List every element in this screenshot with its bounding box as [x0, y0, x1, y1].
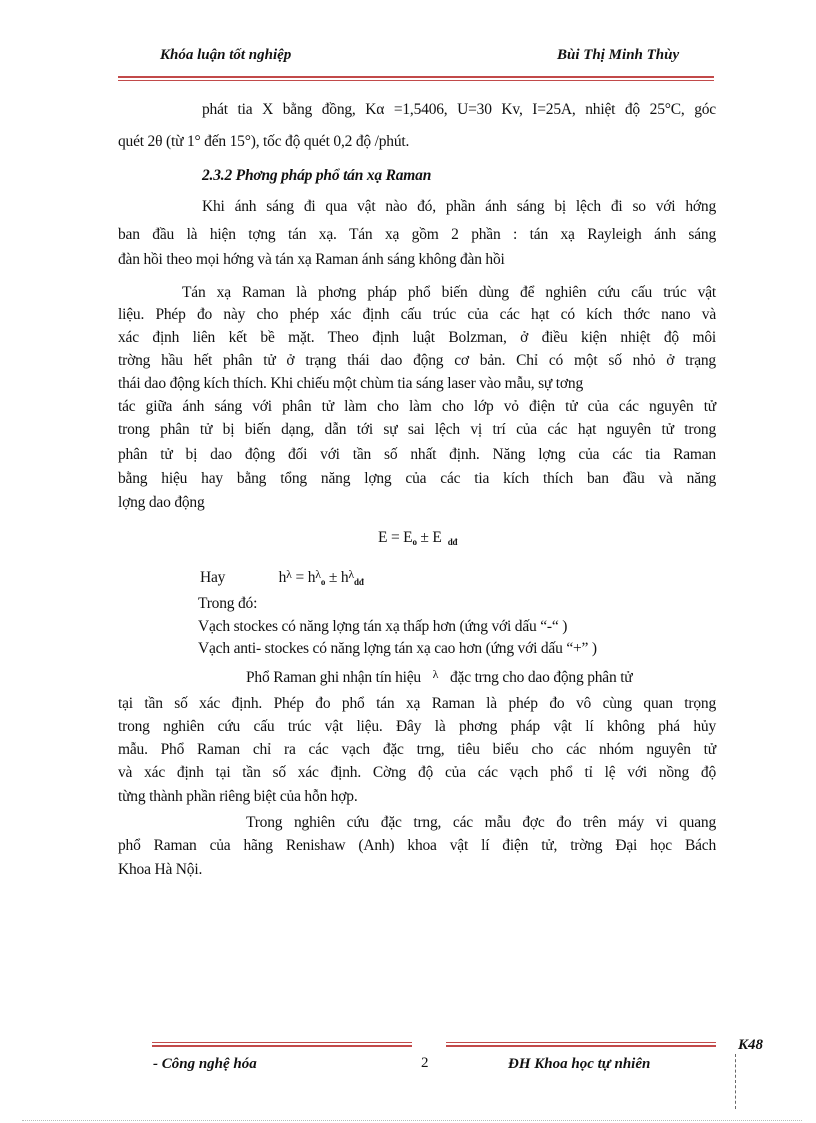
body-line: lợng dao động: [118, 494, 205, 511]
body-line: quét 2θ (từ 1° đến 15°), tốc độ quét 0,2 độ /phút.: [118, 133, 410, 150]
header-right: Bùi Thị Minh Thùy: [557, 47, 680, 63]
body-line: phân tử bị dao động đối với tần số nhất định. Năng lợng của các tia Raman: [118, 446, 716, 463]
body-line: trờng hầu hết phân tử ở trạng thái dao động cơ bản. Chỉ có một số nhỏ ở trạng: [118, 352, 716, 369]
footer-divider: [735, 1054, 737, 1109]
formula-subscript: o: [412, 537, 417, 547]
body-text-segment: đặc trng cho dao động phân tử: [449, 669, 633, 686]
body-line: và xác định tại tần số xác định. Cờng độ của các vạch phổ tỉ lệ với nồng độ: [118, 764, 716, 781]
formula-h: h: [278, 569, 287, 586]
body-line: Trong đó:: [198, 595, 258, 612]
lambda-symbol: λ: [348, 567, 355, 581]
wavelength-formula: [200, 567, 364, 587]
formula-subscript: o: [320, 577, 326, 587]
body-line: thái dao động kích thích. Khi chiếu một chùm tia sáng laser vào mẫu, sự tơng: [118, 375, 584, 392]
body-line: đàn hồi theo mọi hớng và tán xạ Raman ánh sáng không đàn hồi: [118, 251, 505, 268]
page-number: 2: [421, 1055, 429, 1071]
page-bottom-edge: [22, 1120, 802, 1121]
formula-mid: ± E: [416, 529, 442, 546]
body-line: Trong nghiên cứu đặc trng, các mẫu đợc đo trên máy vi quang: [246, 814, 716, 831]
header-rule: [118, 76, 714, 81]
lambda-symbol: λ: [432, 667, 439, 681]
lambda-symbol: λ: [286, 567, 292, 581]
body-line: mẫu. Phổ Raman chỉ ra các vạch đặc trng, tiêu biểu cho các nhóm nguyên tử: [118, 741, 716, 758]
body-text-segment: Phổ Raman ghi nhận tín hiệu: [246, 669, 421, 686]
formula-eq: = h: [291, 569, 316, 586]
body-line: [246, 667, 633, 687]
footer-right: ĐH Khoa học tự nhiên: [508, 1056, 651, 1072]
body-line: từng thành phần riêng biệt của hỗn hợp.: [118, 788, 358, 805]
body-line: tại tần số xác định. Phép đo phổ tán xạ Raman là phép đo vô cùng quan trọng: [118, 695, 716, 712]
body-line: Vạch anti- stockes có năng lợng tán xạ cao hơn (ứng với dấu “+” ): [198, 640, 597, 657]
footer-rule-left: [152, 1042, 412, 1047]
body-line: bằng hiệu hay bằng tổng năng lợng của các tia kích thích ban đầu và năng: [118, 470, 716, 487]
body-line: tác giữa ánh sáng với phân tử làm cho làm cho lớp vỏ điện tử của các nguyên tử: [118, 398, 716, 415]
section-heading: 2.3.2 Phơng pháp phổ tán xạ Raman: [202, 167, 432, 184]
energy-formula: [378, 529, 457, 547]
body-line: phổ Raman của hãng Renishaw (Anh) khoa vật lí điện tử, trờng Đại học Bách: [118, 837, 716, 854]
body-line: xác định liên kết bề mặt. Theo định luật Bolzman, ở điều kiện nhiệt độ môi: [118, 329, 716, 346]
formula-subscript: dđ: [447, 537, 458, 547]
body-line: ban đầu là hiện tợng tán xạ. Tán xạ gồm 2 phần : tán xạ Rayleigh ánh sáng: [118, 226, 716, 243]
footer-rule-right: [446, 1042, 716, 1047]
header-left: Khóa luận tốt nghiệp: [160, 47, 292, 63]
footer-class-code: K48: [738, 1037, 764, 1053]
body-line: trong nghiên cứu cấu trúc vật liệu. Đây là phơng pháp vật lí không phá hủy: [118, 718, 716, 735]
body-line: liệu. Phép đo này cho phép xác định cấu trúc của các hạt có kích thớc nano và: [118, 306, 716, 323]
formula-pm: ± h: [325, 569, 349, 586]
body-line: Vạch stockes có năng lợng tán xạ thấp hơn (ứng với dấu “-“ ): [198, 618, 568, 635]
formula-lhs: E = E: [378, 529, 413, 546]
body-line: trong phân tử bị biến dạng, dẫn tới sự sai lệch vị trí của các hạt nguyên tử trong: [118, 421, 716, 438]
formula-subscript: dđ: [354, 577, 364, 587]
body-line: phát tia X bằng đồng, Kα =1,5406, U=30 Kv, I=25A, nhiệt độ 25°C, góc: [202, 101, 716, 118]
body-line: Khoa Hà Nội.: [118, 861, 203, 878]
body-line: Khi ánh sáng đi qua vật nào đó, phần ánh sáng bị lệch đi so với hớng: [202, 198, 716, 215]
formula-prefix: Hay: [200, 569, 226, 586]
body-line: Tán xạ Raman là phơng pháp phổ biến dùng để nghiên cứu cấu trúc vật: [182, 284, 716, 301]
lambda-symbol: λ: [315, 567, 321, 581]
footer-left: - Công nghệ hóa: [153, 1056, 257, 1072]
